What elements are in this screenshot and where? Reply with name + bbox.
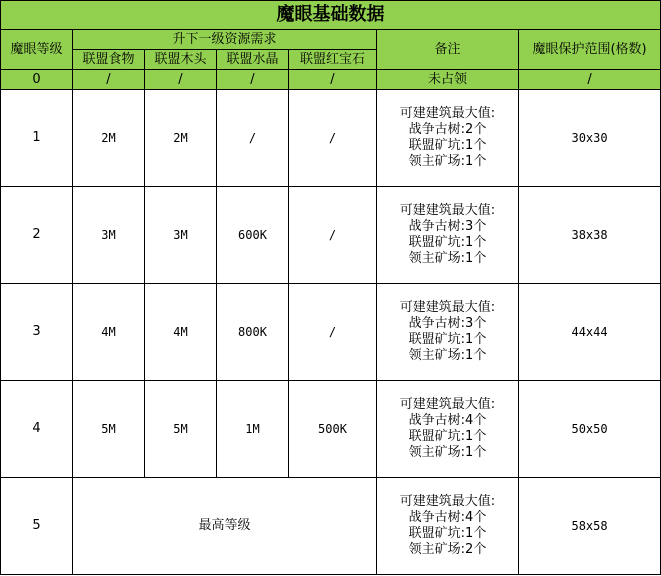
cell-range: 58x58: [519, 478, 661, 575]
cell-wood: 4M: [145, 284, 217, 381]
cell-crystal: /: [217, 90, 289, 187]
cell-food: /: [73, 70, 145, 90]
cell-range: 50x50: [519, 381, 661, 478]
table-row: [1, 478, 661, 575]
header-range: 魔眼保护范围(格数): [519, 30, 661, 70]
header-ruby: 联盟红宝石: [289, 50, 377, 70]
note-line: 战争古树:2个: [408, 122, 487, 137]
cell-range: /: [519, 70, 661, 90]
note-line: 领主矿场:1个: [408, 251, 487, 266]
cell-food: 2M: [73, 90, 145, 187]
cell-notes: [377, 90, 519, 187]
table-row: [1, 381, 661, 478]
header-wood: 联盟木头: [145, 50, 217, 70]
note-line: 联盟矿坑:1个: [408, 429, 487, 444]
note-line: 战争古树:3个: [408, 219, 487, 234]
cell-wood: /: [145, 70, 217, 90]
header-crystal: 联盟水晶: [217, 50, 289, 70]
cell-wood: 2M: [145, 90, 217, 187]
cell-ruby: /: [289, 284, 377, 381]
cell-food: 3M: [73, 187, 145, 284]
cell-crystal: 1M: [217, 381, 289, 478]
note-line: 联盟矿坑:1个: [408, 235, 487, 250]
note-line: 联盟矿坑:1个: [408, 138, 487, 153]
cell-notes: [377, 284, 519, 381]
cell-wood: 3M: [145, 187, 217, 284]
cell-level: 5: [1, 478, 73, 575]
header-upgrade-group: 升下一级资源需求: [73, 30, 377, 50]
note-line: 联盟矿坑:1个: [408, 526, 487, 541]
header-notes: 备注: [377, 30, 519, 70]
note-line: 可建建筑最大值:: [399, 494, 496, 509]
note-line: 可建建筑最大值:: [399, 106, 496, 121]
cell-range: 30x30: [519, 90, 661, 187]
cell-ruby: /: [289, 70, 377, 90]
cell-crystal: /: [217, 70, 289, 90]
note-line: 可建建筑最大值:: [399, 203, 496, 218]
cell-level: 4: [1, 381, 73, 478]
note-line: 可建建筑最大值:: [399, 300, 496, 315]
cell-wood: 5M: [145, 381, 217, 478]
cell-notes: [377, 187, 519, 284]
cell-crystal: 800K: [217, 284, 289, 381]
note-line: 战争古树:4个: [408, 510, 487, 525]
note-line: 联盟矿坑:1个: [408, 332, 487, 347]
cell-food: 5M: [73, 381, 145, 478]
note-line: 战争古树:3个: [408, 316, 487, 331]
note-line: 战争古树:4个: [408, 413, 487, 428]
cell-level: 1: [1, 90, 73, 187]
cell-notes: [377, 381, 519, 478]
note-line: 领主矿场:2个: [408, 542, 487, 557]
cell-max-level: 最高等级: [73, 478, 377, 575]
note-line: 可建建筑最大值:: [399, 397, 496, 412]
table-row: [1, 284, 661, 381]
cell-level: 0: [1, 70, 73, 90]
cell-level: 2: [1, 187, 73, 284]
note-line: 领主矿场:1个: [408, 154, 487, 169]
table-row: [1, 70, 661, 90]
table-title: 魔眼基础数据: [1, 1, 661, 30]
cell-range: 44x44: [519, 284, 661, 381]
table-row: [1, 187, 661, 284]
cell-ruby: 500K: [289, 381, 377, 478]
note-line: 领主矿场:1个: [408, 348, 487, 363]
table-row: [1, 90, 661, 187]
header-food: 联盟食物: [73, 50, 145, 70]
cell-ruby: /: [289, 90, 377, 187]
cell-notes: 未占领: [377, 70, 519, 90]
cell-range: 38x38: [519, 187, 661, 284]
cell-notes: [377, 478, 519, 575]
note-line: 领主矿场:1个: [408, 445, 487, 460]
cell-ruby: /: [289, 187, 377, 284]
header-level: 魔眼等级: [1, 30, 73, 70]
cell-food: 4M: [73, 284, 145, 381]
cell-level: 3: [1, 284, 73, 381]
cell-crystal: 600K: [217, 187, 289, 284]
